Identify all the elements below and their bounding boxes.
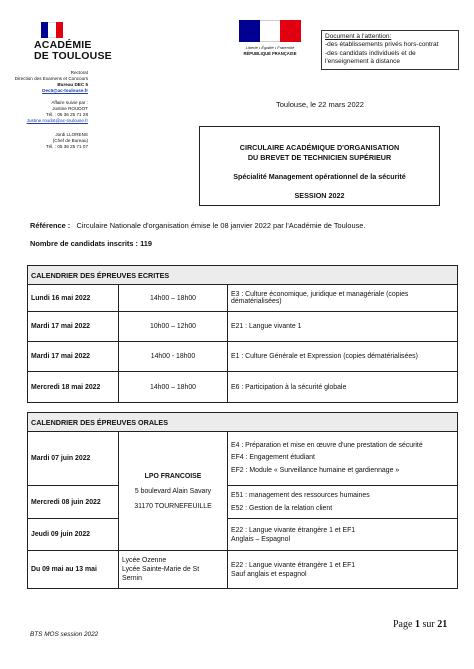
exam-line: Anglais – Espagnol xyxy=(231,535,290,543)
candidate-count: Nombre de candidats inscrits : 119 xyxy=(30,239,152,248)
exam-day: Lundi 16 mai 2022 xyxy=(28,285,119,312)
table-row xyxy=(28,372,458,403)
table-row xyxy=(28,312,458,342)
center-city: 31170 TOURNEFEUILLE xyxy=(134,502,212,510)
page-sep: sur xyxy=(422,619,435,630)
exam-line: E22 : Langue vivante étrangère 1 et EF1 xyxy=(231,526,356,534)
table-row xyxy=(28,285,458,312)
page-total: 21 xyxy=(437,619,448,630)
exam-line: E22 : Langue vivante étrangère 1 et EF1 xyxy=(231,561,356,569)
exam-time: 14h00 – 18h00 xyxy=(119,285,228,312)
exam-subject xyxy=(228,551,458,589)
table-header-row xyxy=(28,266,458,285)
republic-name: RÉPUBLIQUE FRANÇAISE xyxy=(243,51,297,56)
exam-subject: E1 : Culture Générale et Expression (copies dématérialisées) xyxy=(228,342,458,372)
table-header-row xyxy=(28,413,458,432)
written-table-title: CALENDRIER DES ÉPREUVES ECRITES xyxy=(28,266,458,285)
sender-dept: Direction des Examens et Concours xyxy=(14,76,88,81)
republic-motto: Liberté • Égalité • Fraternité xyxy=(245,45,295,50)
circular-title-line2: DU BREVET DE TECHNICIEN SUPÉRIEUR xyxy=(247,153,392,162)
exam-subject: E6 : Participation à la sécurité globale xyxy=(228,372,458,403)
contact2-name: Jordi LLORENS xyxy=(55,132,88,137)
exam-day: Mercredi 08 juin 2022 xyxy=(28,486,119,519)
table-row xyxy=(28,486,458,519)
contact2-role: (Chef de Bureau) xyxy=(52,138,88,143)
sender-email-link[interactable]: Dec5@ac-toulouse.fr xyxy=(42,88,88,93)
sender-org: Rectorat xyxy=(70,70,88,75)
exam-line: E51 : management des ressources humaines xyxy=(231,491,370,499)
oral-table-title: CALENDRIER DES ÉPREUVES ORALES xyxy=(28,413,458,432)
exam-line: Sauf anglais et espagnol xyxy=(231,570,307,578)
attention-line: l'enseignement à distance xyxy=(325,58,400,66)
attention-line: -des établissements privés hors-contrat xyxy=(325,41,439,49)
academy-title-line1: ACADÉMIE xyxy=(34,39,92,51)
academy-title-line2: DE TOULOUSE xyxy=(34,50,112,62)
sender-block xyxy=(10,70,88,150)
center-street: 5 boulevard Alain Savary xyxy=(134,487,212,495)
exam-line: EF4 : Engagement étudiant xyxy=(231,454,315,462)
table-row xyxy=(28,342,458,372)
reference-text: Circulaire Nationale d'organisation émise le 08 janvier 2022 par l'Académie de Toulouse. xyxy=(76,221,366,230)
contact1-email-link[interactable]: Justine.roudot@ac-toulouse.fr xyxy=(26,118,88,123)
alt-center: Lycée Sainte-Marie de St xyxy=(122,566,200,573)
table-row xyxy=(28,551,458,589)
exam-day: Jeudi 09 juin 2022 xyxy=(28,519,119,551)
oral-exams-table xyxy=(27,412,458,589)
sender-office: Bureau DEC 5 xyxy=(57,82,88,87)
exam-time: 14h00 - 18h00 xyxy=(119,342,228,372)
circular-title-box xyxy=(199,126,440,206)
footer-label: BTS MOS session 2022 xyxy=(30,631,99,638)
alt-center: Sernin xyxy=(122,575,142,582)
exam-subject xyxy=(228,486,458,519)
exam-line: EF2 : Module « Surveillance humaine et gardiennage » xyxy=(231,466,400,474)
page-number xyxy=(393,619,447,630)
contact1-phone: Tél. : 05 36 25 71 28 xyxy=(45,112,88,117)
page-current: 1 xyxy=(414,619,420,630)
exam-line: E52 : Gestion de la relation client xyxy=(231,505,333,512)
exam-subject: E3 : Culture économique, juridique et managériale (copies dématérialisées) xyxy=(228,285,458,312)
exam-subject xyxy=(228,432,458,486)
academy-flag-logo xyxy=(41,22,63,38)
exam-day: Mardi 17 mai 2022 xyxy=(28,342,119,372)
contact2-phone: Tél. : 05 36 25 71 07 xyxy=(45,144,88,149)
contact1-name: Justine ROUDOT xyxy=(52,106,88,111)
attention-line: -des candidats individuels et de xyxy=(325,49,416,57)
written-exams-table xyxy=(27,265,458,403)
reference-label: Référence : xyxy=(30,221,71,230)
circular-title-line1: CIRCULAIRE ACADÉMIQUE D'ORGANISATION xyxy=(239,143,400,152)
exam-subject xyxy=(228,519,458,551)
exam-line: E4 : Préparation et mise en œuvre d'une prestation de sécurité xyxy=(231,441,423,449)
exam-day: Mardi 07 juin 2022 xyxy=(28,432,119,486)
attention-box xyxy=(321,30,459,70)
table-row xyxy=(28,519,458,551)
republic-logo xyxy=(239,20,301,42)
page-word: Page xyxy=(393,619,413,630)
center-name: LPO FRANCOISE xyxy=(144,472,202,480)
circular-session: SESSION 2022 xyxy=(294,191,345,200)
exam-subject: E21 : Langue vivante 1 xyxy=(228,312,458,342)
academy-name xyxy=(34,40,112,62)
circular-specialty: Spécialité Management opérationnel de la sécurité xyxy=(233,172,406,181)
alt-exam-centers xyxy=(119,551,228,589)
exam-day: Mercredi 18 mai 2022 xyxy=(28,372,119,403)
date-line: Toulouse, le 22 mars 2022 xyxy=(276,100,364,109)
alt-center: Lycée Ozenne xyxy=(122,557,167,564)
followed-by-label: Affaire suivie par : xyxy=(51,100,88,105)
exam-day: Mardi 17 mai 2022 xyxy=(28,312,119,342)
exam-day: Du 09 mai au 13 mai xyxy=(28,551,119,589)
exam-time: 10h00 – 12h00 xyxy=(119,312,228,342)
exam-center xyxy=(119,432,228,551)
attention-title: Document à l'attention: xyxy=(325,33,392,40)
reference-line xyxy=(30,221,365,230)
exam-time: 14h00 – 18h00 xyxy=(119,372,228,403)
table-row xyxy=(28,432,458,486)
